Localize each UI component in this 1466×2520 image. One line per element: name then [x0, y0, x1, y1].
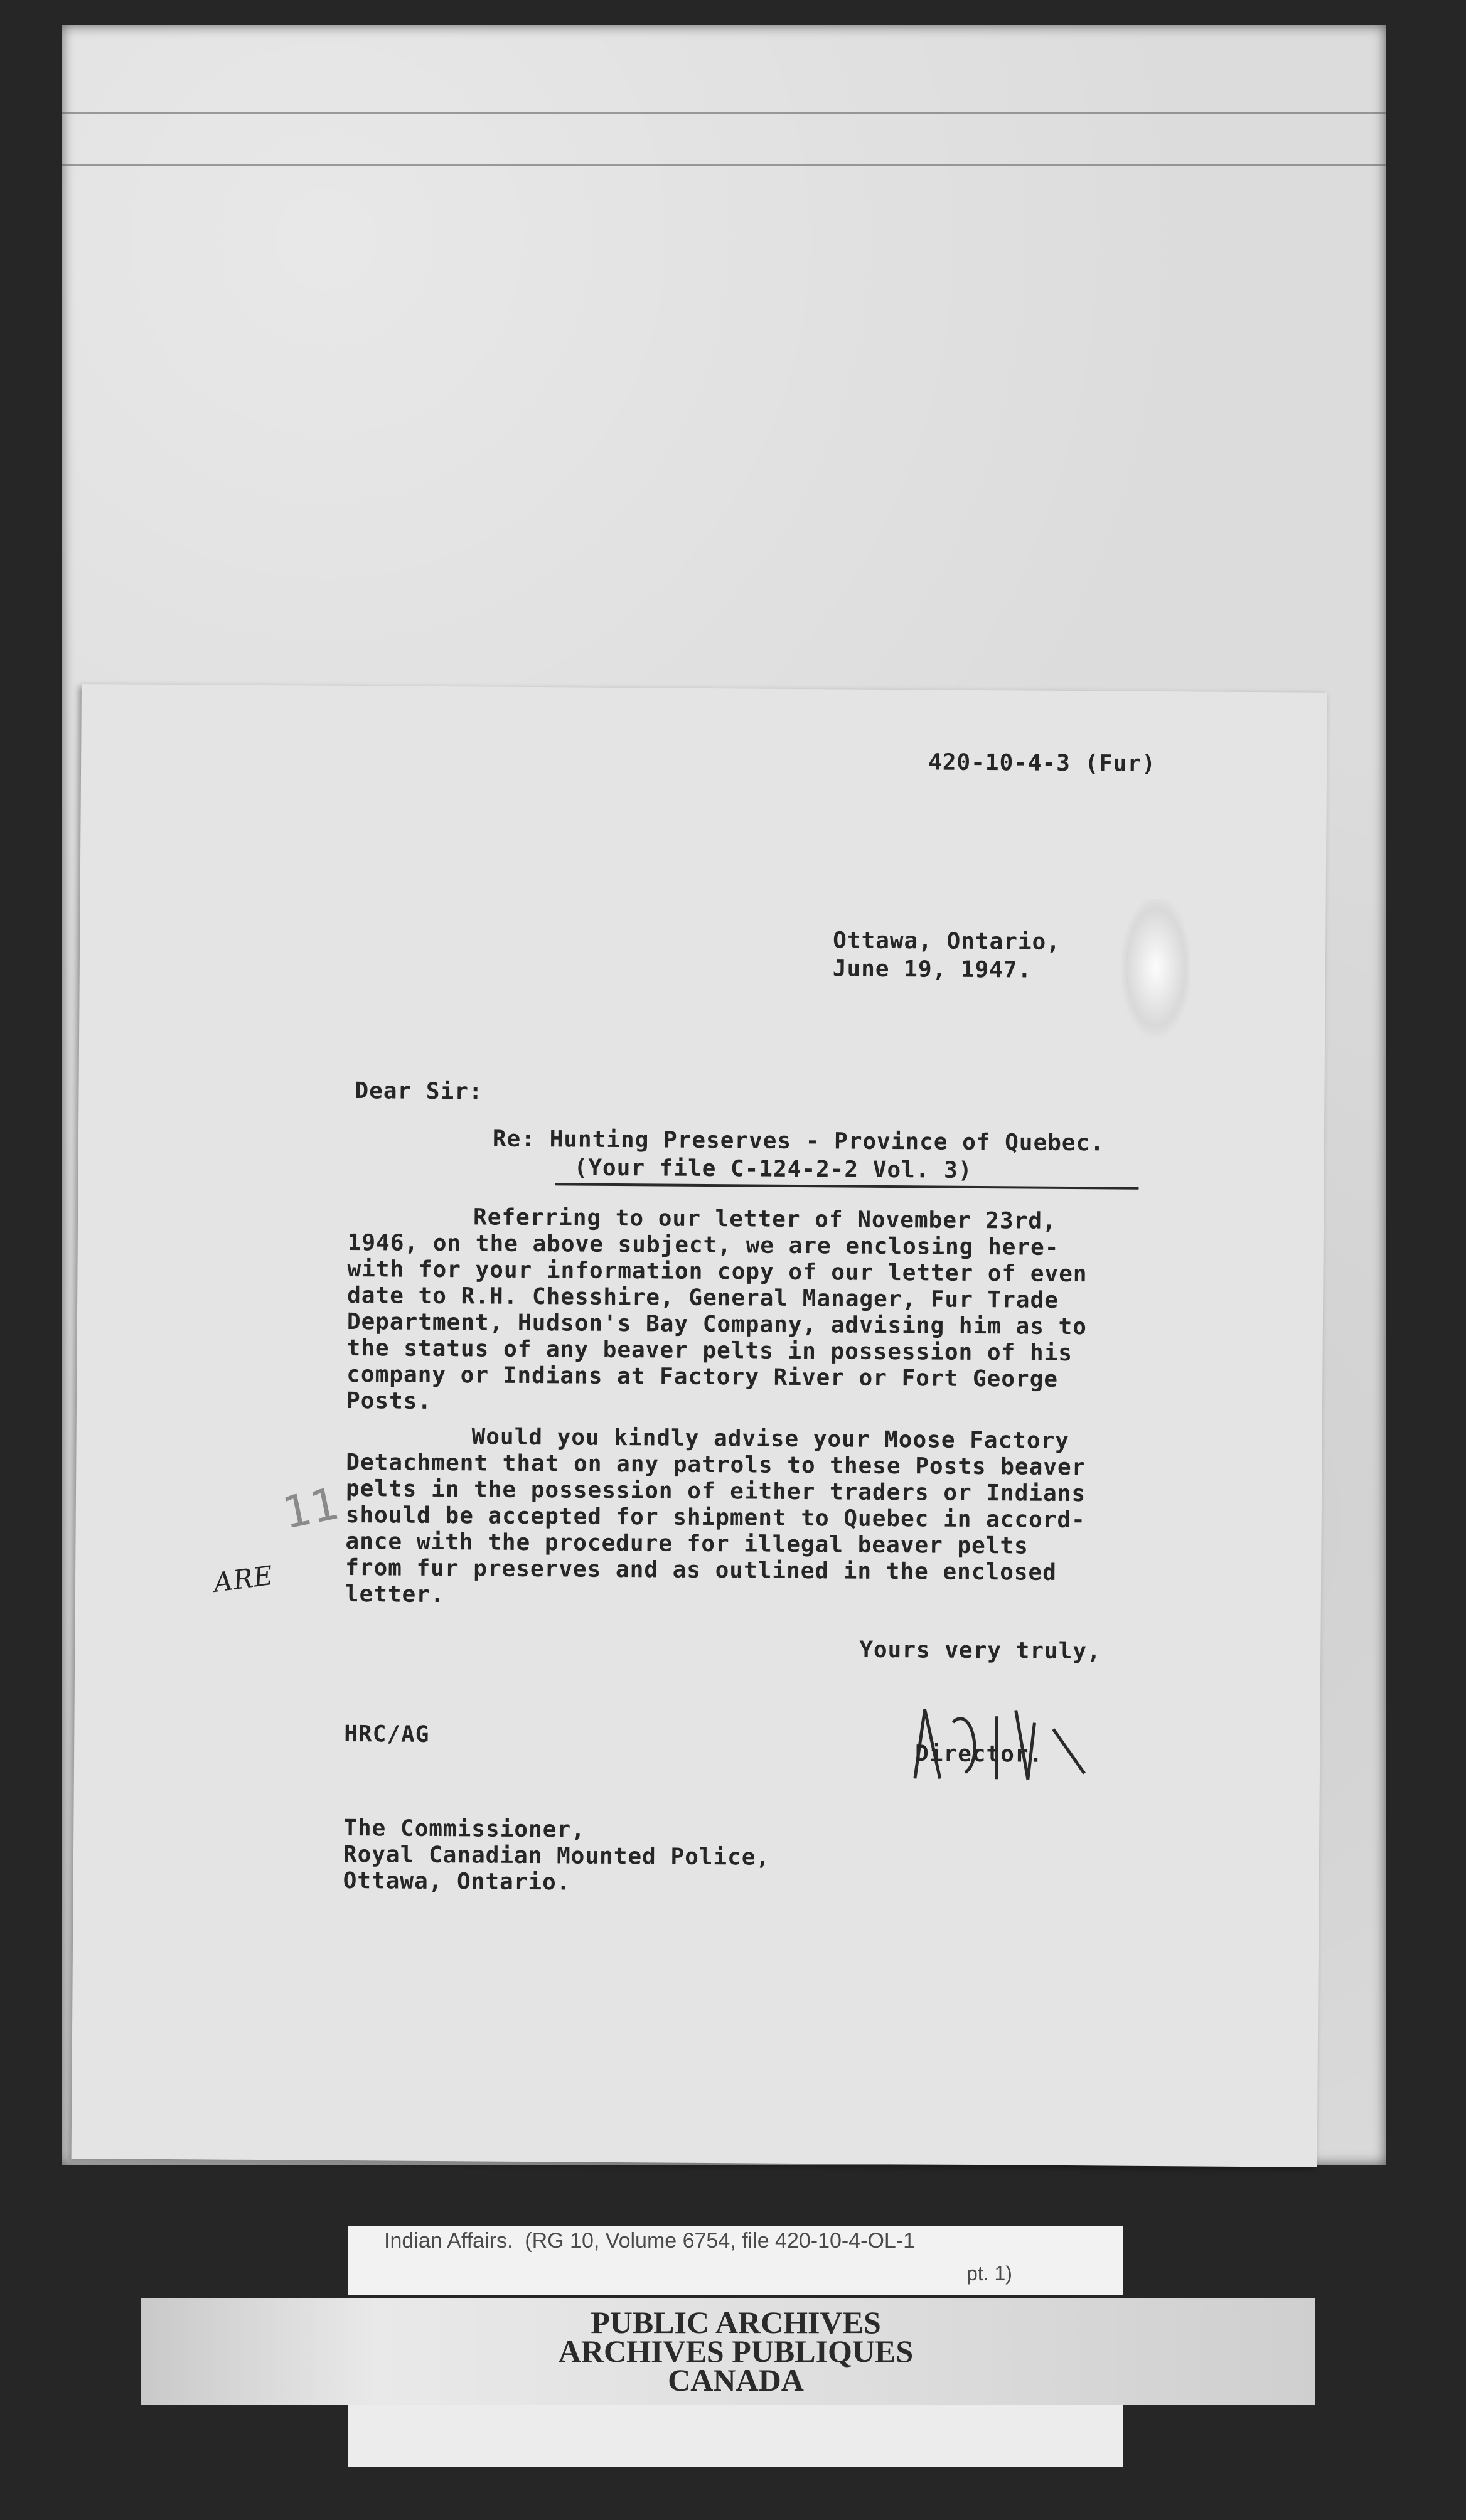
archive-stamp-line-1: PUBLIC ARCHIVES [591, 2305, 881, 2340]
reference-initials: HRC/AG [344, 1721, 430, 1748]
paragraph-1-line: Department, Hudson's Bay Company, advising him as to [346, 1308, 1088, 1340]
letter-place: Ottawa, Ontario, [833, 927, 1061, 955]
paragraph-1 [346, 1204, 1088, 1419]
letter-date: June 19, 1947. [832, 956, 1032, 983]
closing: Yours very truly, [859, 1636, 1101, 1665]
subject-underline [555, 1183, 1138, 1189]
paragraph-2-line: Would you kindly advise your Moose Factory [471, 1424, 1070, 1455]
paragraph-2-line: from fur preserves and as outlined in the enclosed [345, 1554, 1057, 1586]
paragraph-2-line: should be accepted for shipment to Quebec in accord- [345, 1502, 1086, 1534]
salutation: Dear Sir: [355, 1078, 483, 1105]
archive-label-line-1: Indian Affairs. (RG 10, Volume 6754, file 420-10-4-OL-1 [384, 2229, 916, 2253]
subject-file-line: (Your file C-124-2-2 Vol. 3) [574, 1155, 973, 1183]
address-line: Ottawa, Ontario. [343, 1867, 571, 1896]
paragraph-2 [345, 1423, 1086, 1613]
paragraph-1-line: Referring to our letter of November 23rd, [473, 1204, 1057, 1234]
fold-line [62, 164, 1386, 166]
subject-line: Re: Hunting Preserves - Province of Quebec. [492, 1126, 1105, 1156]
letter-sheet [72, 684, 1327, 2167]
paragraph-1-line: date to R.H. Chesshire, General Manager, Fur Trade [347, 1282, 1059, 1313]
archive-stamp-base [348, 2405, 1123, 2467]
archive-label-line-2: pt. 1) [966, 2262, 1012, 2285]
fold-line [62, 112, 1386, 114]
paragraph-2-line: Detachment that on any patrols to these Posts beaver [346, 1449, 1086, 1481]
paragraph-1-line: 1946, on the above subject, we are enclosing here- [347, 1229, 1059, 1261]
paragraph-1-line: company or Indians at Factory River or Fort George [346, 1361, 1059, 1392]
addressee [343, 1815, 771, 1898]
archive-stamp-line-3: CANADA [668, 2362, 804, 2398]
address-line: Royal Canadian Mounted Police, [343, 1841, 771, 1871]
paragraph-1-line: with for your information copy of our letter of even [347, 1256, 1088, 1288]
signer-title: Director. [914, 1741, 1044, 1768]
stamp-smudge [1121, 899, 1191, 1037]
margin-initials: ARE [211, 1559, 276, 1598]
margin-pencil-mark: 11 [278, 1477, 344, 1539]
archive-stamp-line-2: ARCHIVES PUBLIQUES [558, 2334, 914, 2369]
paragraph-2-line: pelts in the possession of either traders or Indians [345, 1475, 1086, 1507]
paragraph-1-line: the status of any beaver pelts in possession of his [346, 1335, 1073, 1367]
paragraph-2-line: letter. [345, 1581, 445, 1608]
file-reference: 420-10-4-3 (Fur) [928, 749, 1157, 777]
paragraph-2-line: ance with the procedure for illegal beaver pelts [345, 1528, 1029, 1559]
address-line: The Commissioner, [343, 1815, 586, 1843]
paragraph-1-line: Posts. [346, 1387, 432, 1414]
